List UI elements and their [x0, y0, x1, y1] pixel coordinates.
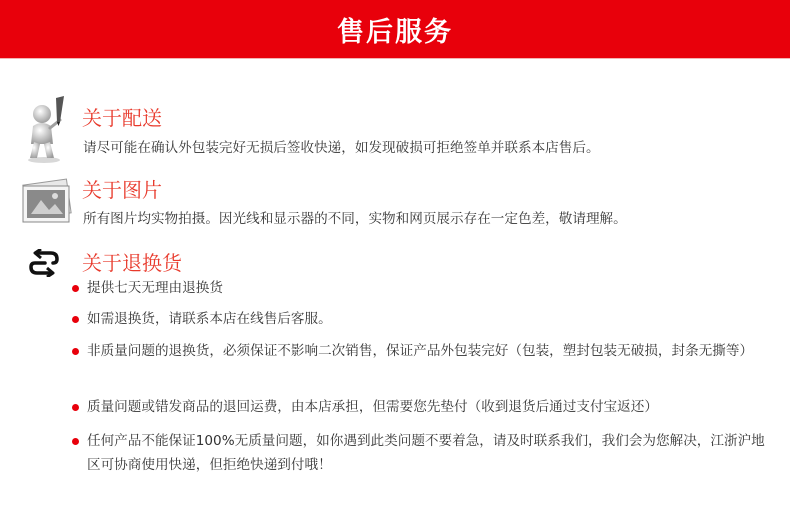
return-exchange-icon	[27, 249, 61, 277]
delivery-text: 请尽可能在确认外包装完好无损后签收快递，如发现破损可拒绝签单并联系本店售后。	[83, 140, 600, 156]
photo-stack-icon	[19, 178, 75, 226]
returns-title: 关于退换货	[82, 251, 182, 275]
list-item: 非质量问题的退换货，必须保证不影响二次销售，保证产品外包装完好（包装，塑封包装无破损，封条无撕等）	[72, 339, 772, 363]
list-item: 提供七天无理由退换货	[72, 276, 772, 300]
bullet-dot	[72, 404, 79, 411]
header-banner	[0, 0, 790, 58]
bullet-dot	[72, 316, 79, 323]
bullet-dot	[72, 438, 79, 445]
bullet-dot	[72, 348, 79, 355]
bullet-dot	[72, 285, 79, 292]
list-item: 任何产品不能保证100%无质量问题，如你遇到此类问题不要着急，请及时联系我们，我们会为您解决，江浙沪地区可协商使用快递，但拒绝快递到付哦！	[72, 429, 772, 477]
person-with-pen-icon	[20, 92, 72, 164]
delivery-title: 关于配送	[82, 106, 162, 130]
page-title: 售后服务	[337, 16, 453, 48]
photos-text: 所有图片均实物拍摄。因光线和显示器的不同，实物和网页展示存在一定色差，敬请理解。	[83, 211, 627, 227]
header-divider	[0, 58, 790, 59]
list-item: 如需退换货，请联系本店在线售后客服。	[72, 307, 772, 331]
photos-title: 关于图片	[82, 178, 162, 202]
list-item: 质量问题或错发商品的退回运费，由本店承担，但需要您先垫付（收到退货后通过支付宝返还）	[72, 395, 772, 419]
